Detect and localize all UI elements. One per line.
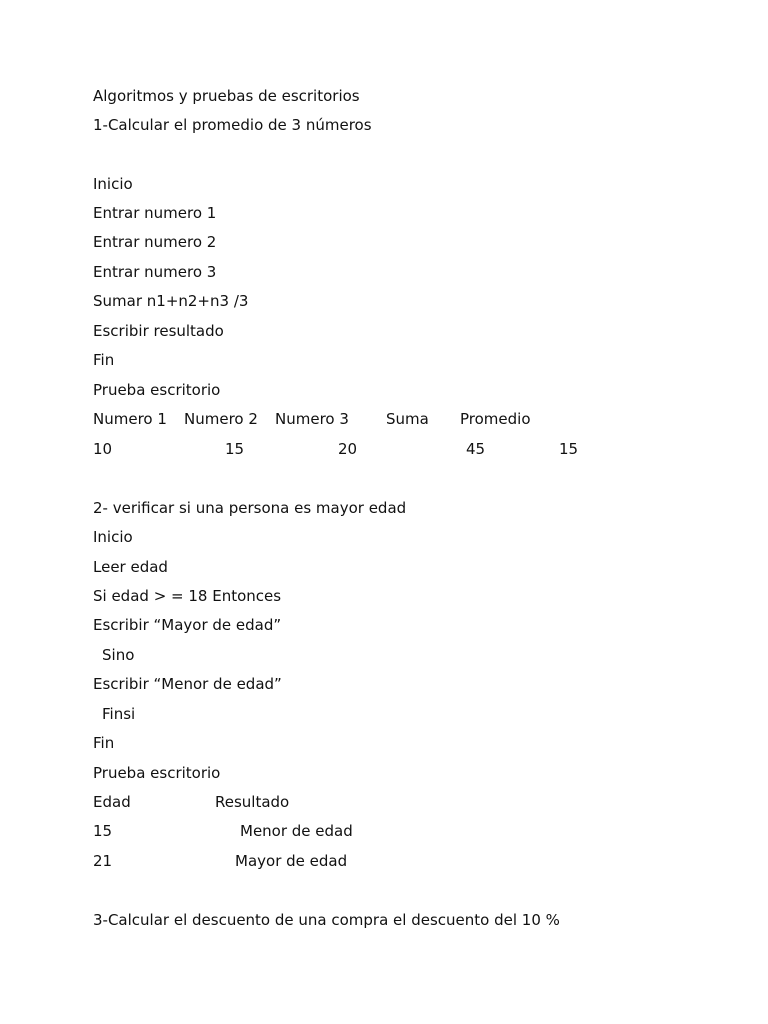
algorithm-step: Escribir resultado bbox=[93, 322, 224, 340]
section3-heading: 3-Calcular el descuento de una compra el descuento del 10 % bbox=[93, 911, 560, 929]
algorithm-step: Si edad > = 18 Entonces bbox=[93, 587, 282, 605]
algorithm-step: Fin bbox=[93, 351, 115, 369]
algorithm-step: Finsi bbox=[102, 705, 136, 723]
table-header-cell: Numero 2 bbox=[184, 410, 258, 428]
table-cell: 15 bbox=[225, 440, 245, 458]
algorithm-step: Leer edad bbox=[93, 558, 168, 576]
table-header-cell: Numero 1 bbox=[93, 410, 167, 428]
algorithm-step: Inicio bbox=[93, 175, 133, 193]
test-label: Prueba escritorio bbox=[93, 381, 221, 399]
algorithm-step: Inicio bbox=[93, 528, 133, 546]
section2-heading: 2- verificar si una persona es mayor edad bbox=[93, 499, 407, 517]
algorithm-step: Fin bbox=[93, 734, 115, 752]
table-header-cell: Suma bbox=[386, 410, 429, 428]
table-cell: 20 bbox=[338, 440, 358, 458]
table-cell: 45 bbox=[466, 440, 486, 458]
algorithm-step: Entrar numero 1 bbox=[93, 204, 217, 222]
algorithm-step: Entrar numero 3 bbox=[93, 263, 217, 281]
table-cell: 15 bbox=[559, 440, 579, 458]
algorithm-step: Entrar numero 2 bbox=[93, 233, 217, 251]
table-cell: 10 bbox=[93, 440, 113, 458]
table-header-cell: Numero 3 bbox=[275, 410, 349, 428]
test-label: Prueba escritorio bbox=[93, 764, 221, 782]
algorithm-step: Sumar n1+n2+n3 /3 bbox=[93, 292, 249, 310]
table-header-cell: Resultado bbox=[215, 793, 290, 811]
table-cell: Mayor de edad bbox=[235, 852, 348, 870]
table-cell: Menor de edad bbox=[240, 822, 353, 840]
table-cell: 21 bbox=[93, 852, 113, 870]
table-header-cell: Promedio bbox=[460, 410, 531, 428]
algorithm-step: Escribir “Mayor de edad” bbox=[93, 616, 282, 634]
document-title: Algoritmos y pruebas de escritorios bbox=[93, 87, 360, 105]
table-cell: 15 bbox=[93, 822, 113, 840]
section1-heading: 1-Calcular el promedio de 3 números bbox=[93, 116, 372, 134]
algorithm-step: Escribir “Menor de edad” bbox=[93, 675, 282, 693]
algorithm-step: Sino bbox=[102, 646, 135, 664]
table-header-cell: Edad bbox=[93, 793, 131, 811]
